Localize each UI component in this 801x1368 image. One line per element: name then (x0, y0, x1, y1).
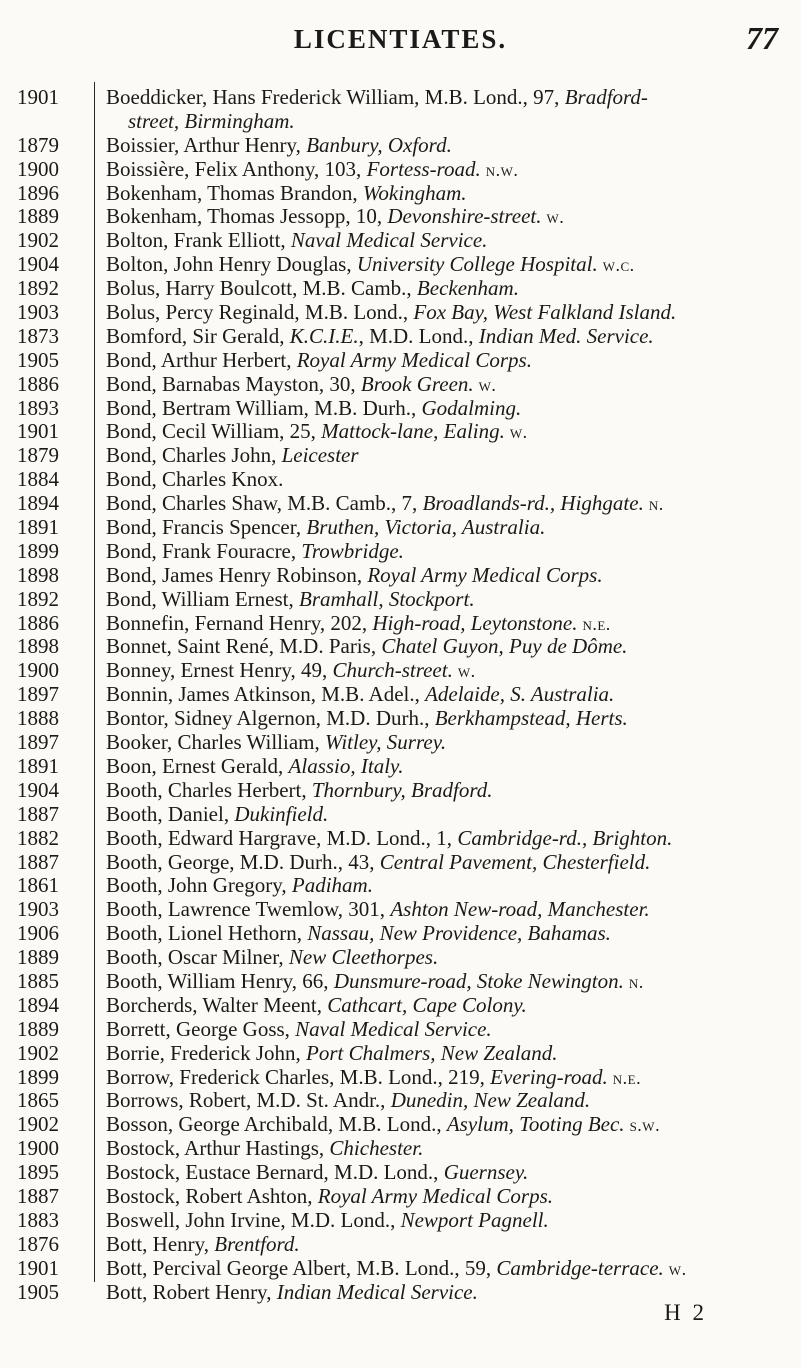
entry-text (106, 229, 787, 253)
entry-year: 1885 (17, 968, 59, 993)
entry-year: 1861 (17, 873, 59, 898)
entry-year: 1899 (17, 1064, 59, 1089)
entry-name: Bolton, Frank Elliott, (106, 228, 291, 253)
entry-text (106, 158, 787, 183)
entry-district: n.e. (607, 1067, 642, 1088)
entry-place: Cambridge-terrace. (496, 1255, 664, 1280)
entry-name: Booth, Lionel Hethorn, (106, 921, 308, 946)
entry-text (106, 516, 787, 540)
entry-text (106, 277, 787, 301)
entry-row (0, 851, 801, 875)
entry-text (106, 1233, 787, 1257)
entry-text (106, 253, 787, 278)
entry-text (106, 946, 787, 970)
entry-name: Bolus, Percy Reginald, M.B. Lond., (106, 300, 414, 325)
entry-district: n. (623, 971, 644, 992)
entry-year: 1883 (17, 1207, 59, 1232)
entry-year: 1882 (17, 825, 59, 850)
entry-place: Beckenham. (416, 276, 519, 301)
entry-district: w. (452, 661, 476, 682)
entry-name: Boswell, John Irvine, M.D. Lond., (106, 1207, 401, 1232)
entry-text (106, 492, 787, 517)
entry-year: 1891 (17, 515, 59, 540)
entry-text (106, 1161, 787, 1185)
entry-year: 1893 (17, 395, 59, 420)
entry-year: 1879 (17, 132, 59, 157)
entry-year: 1884 (17, 467, 59, 492)
entry-place: Naval Medical Service. (295, 1016, 492, 1041)
entry-text (106, 970, 787, 995)
entry-place: Godalming. (421, 395, 522, 420)
entry-place: Witley, Surrey. (324, 730, 447, 755)
entry-name: Bond, Charles John, (106, 443, 282, 468)
entry-year: 1886 (17, 371, 59, 396)
entry-row (0, 86, 801, 110)
entry-row (0, 1089, 801, 1113)
entry-text (106, 468, 787, 492)
entry-name: Bond, Arthur Herbert, (106, 347, 297, 372)
entry-text (106, 803, 787, 827)
entry-place: Dunedin, New Zealand. (390, 1088, 591, 1113)
entry-row (0, 874, 801, 898)
entry-name: Bolus, Harry Boulcott, M.B. Camb., (106, 276, 417, 301)
entry-name: Booth, Lawrence Twemlow, 301, (106, 897, 391, 922)
entry-place: Dunsmure-road, Stoke Newington. (333, 968, 624, 993)
entry-name: Borrie, Frederick John, (106, 1040, 307, 1065)
entry-name: Booth, Charles Herbert, (106, 777, 312, 802)
entry-place: Padiham. (291, 873, 373, 898)
entry-place: Cambridge-rd., Brighton. (457, 825, 673, 850)
entry-year: 1901 (17, 85, 59, 109)
entry-row (0, 755, 801, 779)
entry-name: Bonnefin, Fernand Henry, 202, (106, 610, 373, 635)
entry-text (106, 397, 787, 421)
entry-year: 1889 (17, 945, 59, 970)
entry-place: Asylum, Tooting Bec. (446, 1112, 625, 1137)
entry-year: 1892 (17, 586, 59, 611)
entry-name: Booker, Charles William, (106, 730, 325, 755)
entry-row (0, 707, 801, 731)
entry-row (0, 946, 801, 970)
entry-name: Booth, Edward Hargrave, M.D. Lond., 1, (106, 825, 458, 850)
entry-name: Booth, Daniel, (106, 801, 235, 826)
entry-list (0, 86, 801, 1304)
entry-row (0, 301, 801, 325)
entry-name: Bond, James Henry Robinson, (106, 562, 368, 587)
entry-text (106, 325, 787, 349)
entry-row (0, 1161, 801, 1185)
entry-name: Boissière, Felix Anthony, 103, (106, 156, 367, 181)
entry-place: Trowbridge. (301, 538, 404, 563)
entry-place: Mattock-lane, Ealing. (321, 419, 505, 444)
entry-text (106, 635, 787, 659)
entry-text (106, 827, 787, 851)
entry-text (106, 612, 787, 637)
entry-row (0, 1113, 801, 1137)
entry-name: Bosson, George Archibald, M.B. Lond., (106, 1112, 447, 1137)
entry-text (106, 444, 787, 468)
entry-name: Bond, Frank Fouracre, (106, 538, 302, 563)
entry-year: 1896 (17, 180, 59, 205)
entry-name: Bond, Charles Knox. (106, 467, 284, 492)
entry-year: 1894 (17, 491, 59, 516)
entry-row (0, 1257, 801, 1281)
page-header (0, 20, 801, 60)
entry-district: w. (663, 1258, 687, 1279)
entry-name: Bond, William Ernest, (106, 586, 299, 611)
page-number: 77 (746, 20, 778, 56)
entry-year: 1887 (17, 1183, 59, 1208)
entry-row (0, 277, 801, 301)
entry-year: 1902 (17, 1112, 59, 1137)
entry-row (0, 325, 801, 349)
entry-place: Brook Green. (360, 371, 474, 396)
entry-year: 1899 (17, 538, 59, 563)
entry-qualifications: , M.D. Lond., (358, 323, 479, 348)
entry-name: Bokenham, Thomas Brandon, (106, 180, 363, 205)
entry-text (106, 1257, 787, 1282)
entry-place: Bruthen, Victoria, Australia. (306, 515, 546, 540)
entry-year: 1905 (17, 1279, 59, 1304)
entry-name: Boeddicker, Hans Frederick William, M.B. Lond., 97, (106, 85, 565, 109)
entry-place: Thornbury, Bradford. (311, 777, 493, 802)
entry-year: 1900 (17, 156, 59, 181)
entry-row (0, 158, 801, 182)
entry-year: 1892 (17, 276, 59, 301)
entry-row (0, 731, 801, 755)
entry-place: Chatel Guyon, Puy de Dôme. (381, 634, 628, 659)
entry-text (106, 1042, 787, 1066)
entry-text (106, 1209, 787, 1233)
entry-row (0, 1018, 801, 1042)
entry-name: Bostock, Eustace Bernard, M.D. Lond., (106, 1160, 444, 1185)
entry-place: Royal Army Medical Corps. (296, 347, 532, 372)
entry-place: Church-street. (332, 658, 453, 683)
entry-row (0, 229, 801, 253)
entry-name: Bolton, John Henry Douglas, (106, 252, 357, 277)
entry-year: 1903 (17, 897, 59, 922)
entry-row (0, 1066, 801, 1090)
entry-name: Bott, Henry, (106, 1231, 215, 1256)
entry-name: Borrett, George Goss, (106, 1016, 296, 1041)
entry-year: 1894 (17, 992, 59, 1017)
entry-place: Naval Medical Service. (290, 228, 488, 253)
entry-year: 1876 (17, 1231, 59, 1256)
entry-year: 1873 (17, 323, 59, 348)
entry-row (0, 468, 801, 492)
entry-place: Evering-road. (490, 1064, 608, 1089)
entry-year: 1897 (17, 682, 59, 707)
entry-text (106, 659, 787, 684)
entry-year: 1902 (17, 228, 59, 253)
entry-year: 1901 (17, 419, 59, 444)
entry-place: Royal Army Medical Corps. (317, 1183, 554, 1208)
entry-district: w. (473, 374, 497, 395)
entry-year: 1901 (17, 1255, 59, 1280)
entry-year: 1895 (17, 1160, 59, 1185)
entry-year: 1879 (17, 443, 59, 468)
entry-text (106, 731, 787, 755)
entry-place: K.C.I.E. (289, 323, 359, 348)
entry-name: Borrow, Frederick Charles, M.B. Lond., 219, (106, 1064, 491, 1089)
entry-year: 1904 (17, 252, 59, 277)
entry-place: Nassau, New Providence, Bahamas. (307, 921, 611, 946)
entry-name: Boon, Ernest Gerald, (106, 753, 289, 778)
signature-mark: H 2 (664, 1300, 707, 1325)
entry-place: High-road, Leytonstone. (372, 610, 578, 635)
entry-year: 1891 (17, 753, 59, 778)
entry-name: Bomford, Sir Gerald, (106, 323, 290, 348)
entry-year: 1900 (17, 1136, 59, 1161)
entry-name: Bontor, Sidney Algernon, M.D. Durh., (106, 706, 435, 731)
entry-place: Leicester (281, 443, 359, 468)
entry-year: 1900 (17, 658, 59, 683)
entry-text (106, 1185, 787, 1209)
entry-place: Fox Bay, West Falkland Island. (413, 300, 677, 325)
entry-row (0, 898, 801, 922)
entry-place: Banbury, Oxford. (306, 132, 452, 157)
entry-year: 1865 (17, 1088, 59, 1113)
entry-year: 1898 (17, 562, 59, 587)
entry-place: Bradford- (564, 85, 648, 109)
entry-row (0, 516, 801, 540)
entry-text (106, 373, 787, 398)
entry-row (0, 420, 801, 444)
entry-row (0, 659, 801, 683)
entry-place: University College Hospital. (356, 252, 598, 277)
entry-name: Bonnin, James Atkinson, M.B. Adel., (106, 682, 426, 707)
entry-name: Bond, Francis Spencer, (106, 515, 307, 540)
entry-year: 1887 (17, 801, 59, 826)
entry-text (106, 420, 787, 445)
page-title: LICENTIATES. (293, 24, 508, 54)
entry-place: New Cleethorpes. (288, 945, 439, 970)
entry-district: w.c. (597, 255, 635, 276)
entry-year: 1902 (17, 1040, 59, 1065)
entry-year: 1886 (17, 610, 59, 635)
entry-row (0, 205, 801, 229)
entry-text (128, 110, 787, 134)
entry-district: n.e. (577, 613, 611, 634)
entry-row (0, 373, 801, 397)
entry-year: 1887 (17, 849, 59, 874)
entry-district: n. (643, 494, 664, 515)
entry-name: Booth, George, M.D. Durh., 43, (106, 849, 380, 874)
entry-row (0, 803, 801, 827)
entry-text (106, 301, 787, 325)
entry-name: Bond, Barnabas Mayston, 30, (106, 371, 361, 396)
entry-place: Central Pavement, Chesterfield. (379, 849, 651, 874)
entry-name: Bond, Charles Shaw, M.B. Camb., 7, (106, 491, 423, 516)
entry-place: Indian Med. Service. (478, 323, 654, 348)
entry-text (106, 564, 787, 588)
entry-row (0, 397, 801, 421)
entry-place: Broadlands-rd., Highgate. (422, 491, 644, 516)
entry-text (106, 1066, 787, 1091)
entry-district: w. (541, 207, 565, 228)
entry-place: Wokingham. (362, 180, 467, 205)
entry-district: w. (504, 422, 528, 443)
entry-row (0, 492, 801, 516)
entry-name: Borcherds, Walter Meent, (106, 992, 328, 1017)
entry-text (106, 922, 787, 946)
entry-place: Brentford. (214, 1231, 300, 1256)
entry-text (106, 182, 787, 206)
entry-text (106, 994, 787, 1018)
entry-place: Royal Army Medical Corps. (367, 562, 603, 587)
entry-text (106, 1137, 787, 1161)
entry-row (0, 612, 801, 636)
entry-row (0, 1042, 801, 1066)
entry-place: Ashton New-road, Manchester. (390, 897, 650, 922)
entry-row (0, 540, 801, 564)
entry-place: Adelaide, S. Australia. (425, 682, 615, 707)
entry-row (0, 994, 801, 1018)
entry-row (0, 827, 801, 851)
entry-year: 1888 (17, 706, 59, 731)
entry-name: Bott, Percival George Albert, M.B. Lond., 59, (106, 1255, 497, 1280)
entry-name: Booth, John Gregory, (106, 873, 292, 898)
entry-text (106, 134, 787, 158)
entry-year: 1898 (17, 634, 59, 659)
entry-district: s.w. (624, 1115, 661, 1136)
entry-year: 1906 (17, 921, 59, 946)
entry-name: Bond, Cecil William, 25, (106, 419, 322, 444)
entry-row (0, 588, 801, 612)
entry-name: Bostock, Arthur Hastings, (106, 1136, 330, 1161)
entry-text (106, 1018, 787, 1042)
entry-name: Boissier, Arthur Henry, (106, 132, 307, 157)
entry-place: Port Chalmers, New Zealand. (306, 1040, 558, 1065)
entry-row (0, 1233, 801, 1257)
entry-place: Berkhampstead, Herts. (434, 706, 628, 731)
entry-row (0, 1137, 801, 1161)
entry-district: n.w. (480, 159, 519, 180)
entry-place: Fortess-road. (366, 156, 481, 181)
entry-place: Devonshire-street. (387, 204, 542, 229)
entry-year: 1889 (17, 1016, 59, 1041)
entry-place: street, Birmingham. (128, 108, 295, 133)
entry-text (106, 683, 787, 707)
entry-text (106, 898, 787, 922)
entry-text (106, 874, 787, 898)
entry-name: Booth, William Henry, 66, (106, 968, 334, 993)
entry-name: Bonney, Ernest Henry, 49, (106, 658, 333, 683)
entry-text (106, 349, 787, 373)
entry-year: 1903 (17, 300, 59, 325)
entry-text (106, 1113, 787, 1138)
entry-text (106, 707, 787, 731)
entry-text (106, 588, 787, 612)
entry-row (0, 635, 801, 659)
entry-name: Bostock, Robert Ashton, (106, 1183, 318, 1208)
entry-year: 1904 (17, 777, 59, 802)
entry-row (0, 349, 801, 373)
entry-name: Bokenham, Thomas Jessopp, 10, (106, 204, 388, 229)
entry-place: Dukinfield. (234, 801, 329, 826)
entry-place: Guernsey. (443, 1160, 529, 1185)
entry-text (106, 851, 787, 875)
entry-year: 1905 (17, 347, 59, 372)
entry-place: Indian Medical Service. (276, 1279, 478, 1304)
entry-row (0, 1185, 801, 1209)
entry-row (0, 564, 801, 588)
entry-row (0, 683, 801, 707)
entry-row (0, 922, 801, 946)
entry-place: Bramhall, Stockport. (299, 586, 475, 611)
entry-place: Cathcart, Cape Colony. (327, 992, 527, 1017)
entry-year: 1889 (17, 204, 59, 229)
entry-text (106, 755, 787, 779)
entry-text (106, 205, 787, 230)
entry-name: Bond, Bertram William, M.B. Durh., (106, 395, 422, 420)
entry-row (0, 253, 801, 277)
entry-row (0, 110, 801, 134)
entry-name: Bonnet, Saint René, M.D. Paris, (106, 634, 382, 659)
entry-row (0, 970, 801, 994)
entry-name: Borrows, Robert, M.D. St. Andr., (106, 1088, 391, 1113)
entry-name: Booth, Oscar Milner, (106, 945, 289, 970)
entry-name: Bott, Robert Henry, (106, 1279, 277, 1304)
entry-place: Chichester. (329, 1136, 424, 1161)
entry-text (106, 1089, 787, 1113)
entry-text (106, 86, 787, 110)
entry-text (106, 779, 787, 803)
entry-row (0, 1209, 801, 1233)
entry-row (0, 444, 801, 468)
entry-row (0, 779, 801, 803)
entry-row (0, 134, 801, 158)
entry-year: 1897 (17, 730, 59, 755)
entry-place: Newport Pagnell. (400, 1207, 549, 1232)
entry-row (0, 182, 801, 206)
entry-place: Alassio, Italy. (288, 753, 404, 778)
entry-text (106, 540, 787, 564)
